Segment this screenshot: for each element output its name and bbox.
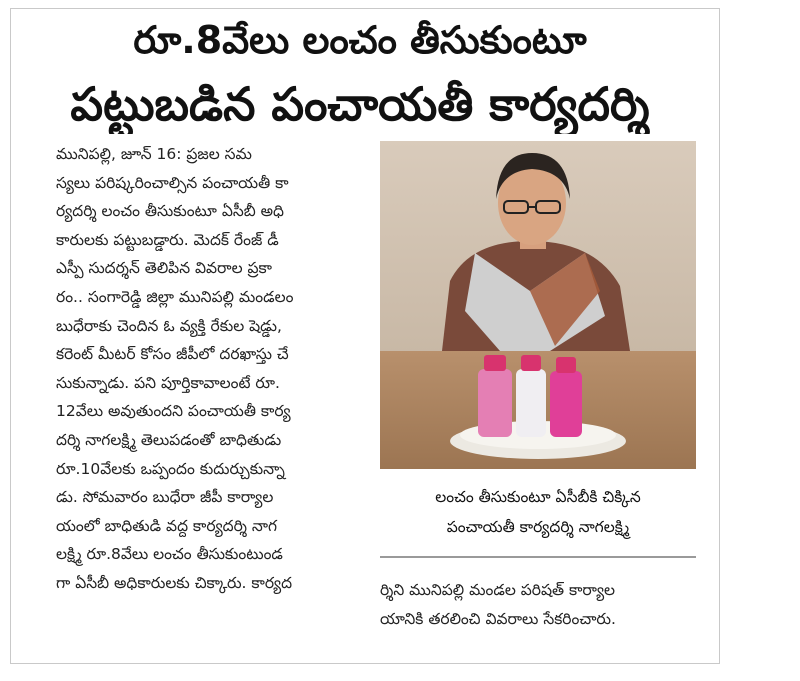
- body-line: స్యలు పరిష్కరించాల్సిన పంచాయతీ కా: [56, 173, 289, 192]
- article-continuation: [380, 576, 696, 633]
- body-line: యంలో బాధితుడి వద్ద కార్యదర్శి నాగ: [56, 516, 278, 535]
- body-line: ఎస్పీ సుదర్శన్ తెలిపిన వివరాల ప్రకా: [56, 259, 272, 278]
- body-line: సుకున్నాడు. పని పూర్తికావాలంటే రూ.: [56, 373, 280, 392]
- body-line: మునిపల్లి, జూన్ 16: ప్రజల సమ: [56, 145, 252, 163]
- photo-caption: [380, 482, 696, 542]
- article-body: [56, 140, 366, 598]
- body-line: గా ఏసీబీ అధికారులకు చిక్కారు. కార్యద: [56, 573, 293, 592]
- headline-line-2: పట్టుబడిన పంచాయతీ కార్యదర్శి: [70, 77, 650, 131]
- body-line: 12వేలు అవుతుందని పంచాయతీ కార్య: [56, 402, 291, 421]
- body-line: కరెంట్ మీటర్ కోసం జీపీలో దరఖాస్తు చే: [56, 345, 289, 364]
- body-line: ర్యదర్శి లంచం తీసుకుంటూ ఏసీబీ అధి: [56, 202, 284, 221]
- headline-line-1: రూ.8వేలు లంచం తీసుకుంటూ: [133, 18, 587, 62]
- body-line: కారులకు పట్టుబడ్డారు. మెదక్ రేంజ్ డీ: [56, 230, 279, 249]
- caption-line: లంచం తీసుకుంటూ ఏసీబీకి చిక్కిన: [435, 488, 641, 506]
- news-photo: [380, 141, 696, 469]
- continuation-line: యానికి తరలించి వివరాలు సేకరించారు.: [380, 609, 616, 628]
- continuation-line: ర్శిని మునిపల్లి మండల పరిషత్ కార్యాల: [380, 581, 616, 599]
- body-line: రం.. సంగారెడ్డి జిల్లా మునిపల్లి మండలం: [56, 287, 294, 306]
- body-line: దర్శి నాగలక్ష్మి తెలుపడంతో బాధితుడు: [56, 430, 282, 449]
- caption-line: పంచాయతీ కార్యదర్శి నాగలక్ష్మి: [446, 518, 630, 536]
- body-line: లక్ష్మి రూ.8వేలు లంచం తీసుకుంటుండ: [56, 545, 283, 564]
- caption-divider: [380, 556, 696, 558]
- body-line: బుధేరాకు చెందిన ఓ వ్యక్తి రేకుల షెడ్డు,: [56, 316, 282, 335]
- body-line: రూ.10వేలకు ఒప్పందం కుదుర్చుకున్నా: [56, 459, 285, 478]
- body-line: డు. సోమవారం బుధేరా జీపీ కార్యాల: [56, 488, 274, 507]
